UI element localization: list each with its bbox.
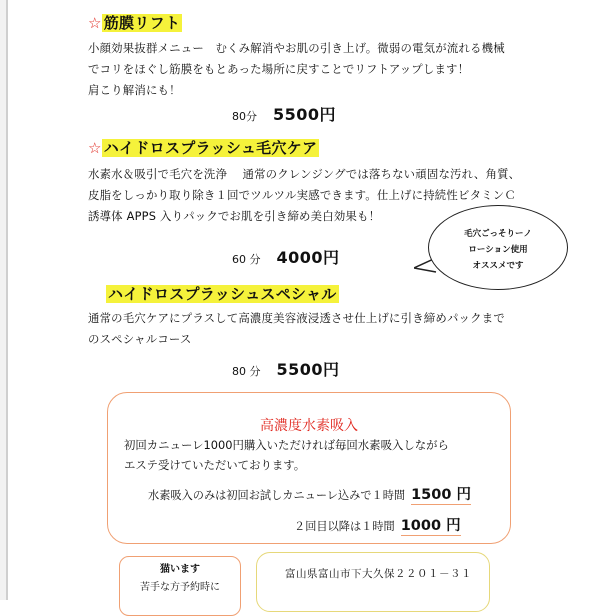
price: 5500円	[276, 360, 340, 379]
section-description: 水素水＆吸引で毛穴を洗浄 通常のクレンジングでは落ちない頑固な汚れ、角質、 皮脂をしっかり取り除き１回でツルツル実感できます。仕上げに持続性ビタミンＣ 誘導体 APPS 入りパックでお肌を引き締め美白効果も！	[88, 167, 521, 223]
address-text: 富山県富山市下大久保２２０１－３１	[285, 568, 472, 580]
section-title-text: ハイドロスプラッシュスペシャル	[108, 285, 337, 303]
row-label: ２回目以降は１時間	[294, 520, 395, 533]
section-title-special	[106, 283, 339, 304]
duration: 80分	[232, 110, 257, 123]
duration: 80 分	[232, 365, 261, 378]
row-price: 1500 円	[411, 487, 471, 503]
star-icon: ☆	[88, 139, 102, 157]
bubble-line: オススメです	[472, 261, 524, 271]
hydrogen-box-title: 高濃度水素吸入	[260, 418, 358, 434]
price-line	[232, 102, 336, 125]
price-line	[232, 357, 340, 380]
price: 5500円	[273, 105, 337, 124]
section-title-text: ハイドロスプラッシュ毛穴ケア	[103, 139, 318, 157]
cat-notice-sub: 苦手な方予約時に	[140, 582, 220, 593]
section-title-kinmaku	[88, 12, 182, 33]
price-line	[232, 245, 340, 268]
section-title-hydro	[88, 137, 319, 158]
address-box	[256, 552, 490, 612]
hydrogen-price-row	[294, 514, 461, 535]
row-label: 水素吸入のみは初回お試しカニューレ込みで１時間	[148, 489, 406, 502]
price: 4000円	[276, 248, 340, 267]
page-edge	[6, 0, 8, 600]
bubble-line: 毛穴ごっそりーノ	[464, 229, 532, 239]
hydrogen-box-text: 初回カニューレ1000円購入いただければ毎回水素吸入しながら エステ受けていただいております。	[124, 438, 449, 472]
section-description: 小顔効果抜群メニュー むくみ解消やお肌の引き上げ。微弱の電気が流れる機械 でコリをほぐし筋膜をもとあった場所に戻すことでリフトアップします！ 肩こり解消にも！	[88, 41, 505, 97]
hydrogen-price-row	[148, 483, 471, 504]
bubble-line: ローション使用	[468, 245, 528, 255]
section-title-text: 筋膜リフト	[103, 14, 181, 32]
cat-notice-title: 猫います	[160, 564, 200, 575]
speech-bubble	[428, 205, 568, 290]
star-icon: ☆	[88, 14, 102, 32]
cat-notice-box	[119, 556, 241, 616]
section-description: 通常の毛穴ケアにプラスして高濃度美容液浸透させ仕上げに引き締めパックまで のスペシャルコース	[88, 311, 505, 346]
duration: 60 分	[232, 253, 261, 266]
row-price: 1000 円	[400, 518, 461, 534]
hydrogen-box	[107, 392, 511, 544]
